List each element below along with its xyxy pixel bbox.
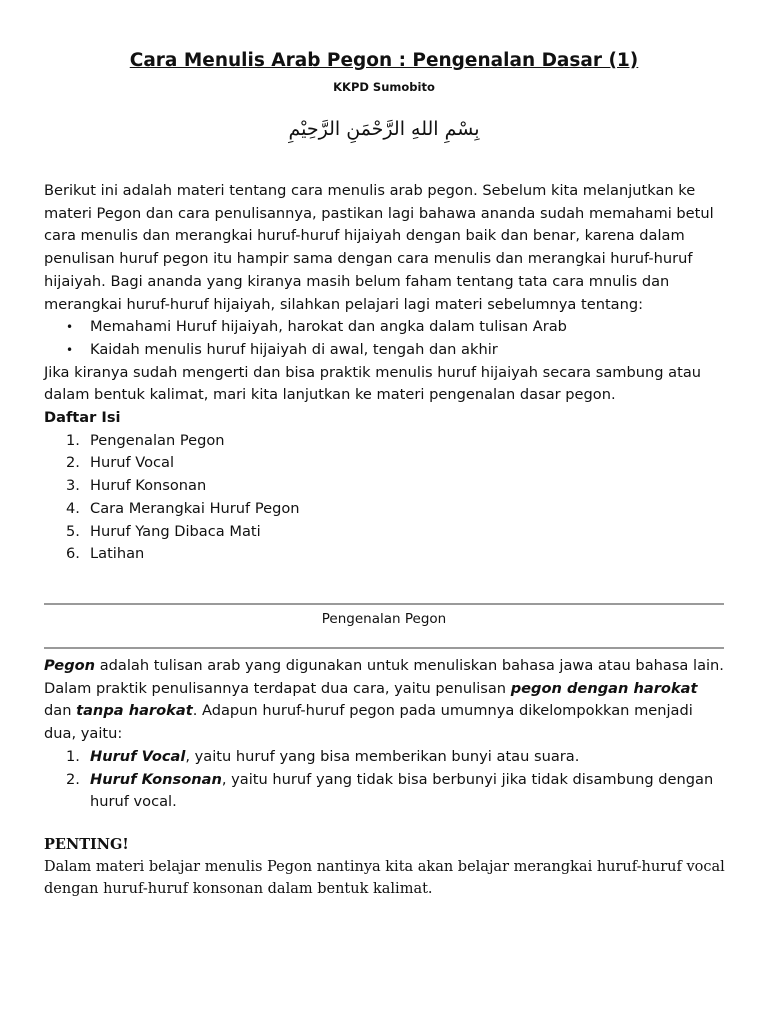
- list-description: , yaitu huruf yang tidak bisa berbunyi jika tidak disambung dengan huruf vocal.: [90, 770, 714, 811]
- toc-label: Huruf Vocal: [90, 454, 175, 472]
- toc-label: Huruf Yang Dibaca Mati: [90, 522, 261, 540]
- note-text: Dalam materi belajar menulis Pegon nantinya kita akan belajar merangkai huruf-huruf vocal dengan huruf-huruf konsonan dalam bentuk kalimat.: [44, 859, 725, 897]
- toc-number: 2.: [66, 454, 80, 472]
- section-divider-bottom: [44, 647, 724, 649]
- term-with-harokat: pegon dengan harokat: [510, 679, 698, 697]
- list-description: , yaitu huruf yang bisa memberikan bunyi atau suara.: [185, 747, 580, 765]
- list-term: Huruf Konsonan: [90, 770, 222, 788]
- toc-label: Pengenalan Pegon: [90, 431, 225, 449]
- letter-group-list: [44, 746, 724, 814]
- toc-item: [44, 521, 724, 544]
- toc-label: Cara Merangkai Huruf Pegon: [90, 499, 300, 517]
- section-divider-top: [44, 603, 724, 605]
- basmala-text: بِسْمِ اللهِ الرَّحْمَنِ الرَّحِيْمِ: [288, 118, 480, 140]
- list-item: [44, 769, 724, 814]
- note-heading: PENTING!: [44, 836, 129, 853]
- intro-closing: Jika kiranya sudah mengerti dan bisa praktik menulis huruf hijaiyah secara sambung atau dalam bentuk kalimat, mari kita lanjutkan ke materi pengenalan dasar pegon.: [44, 363, 702, 404]
- list-item: • Memahami Huruf hijaiyah, harokat dan angka dalam tulisan Arab: [90, 316, 724, 339]
- document-title: Cara Menulis Arab Pegon : Pengenalan Dasar (1): [129, 50, 639, 71]
- toc-number: 5.: [66, 522, 80, 540]
- intro-section: [44, 180, 724, 566]
- toc-number: 6.: [66, 545, 80, 563]
- toc-heading: Daftar Isi: [44, 409, 121, 427]
- definition-paragraph: [44, 655, 724, 746]
- toc-number: 1.: [66, 431, 80, 449]
- toc-item: [44, 543, 724, 566]
- text-span: . Adapun huruf-huruf pegon pada umumnya dikelompokkan menjadi dua, yaitu:: [44, 702, 693, 743]
- important-note: [44, 834, 734, 900]
- list-item: • Kaidah menulis huruf hijaiyah di awal, tengah dan akhir: [90, 339, 724, 362]
- prerequisite-list: [44, 316, 724, 361]
- toc-number: 4.: [66, 499, 80, 517]
- pegon-definition-section: [44, 655, 724, 814]
- list-number: 2.: [66, 770, 80, 788]
- toc-label: Huruf Konsonan: [90, 477, 207, 495]
- toc-label: Latihan: [90, 545, 145, 563]
- list-item: [44, 746, 724, 769]
- table-of-contents: [44, 430, 724, 566]
- toc-item: [44, 498, 724, 521]
- toc-item: [44, 475, 724, 498]
- intro-paragraph: Berikut ini adalah materi tentang cara menulis arab pegon. Sebelum kita melanjutkan ke materi Pegon dan cara penulisannya, pastikan lagi bahawa ananda sudah memahami betul cara menulis dan merangkai huruf-huruf hijaiyah dengan baik dan benar, karena dalam penulisan huruf pegon itu hampir sama dengan cara menulis dan merangkai huruf-huruf hijaiyah. Bagi ananda yang kiranya masih belum faham tentang tata cara mnulis dan merangkai huruf-huruf hijaiyah, silahkan pelajari lagi materi sebelumnya tentang:: [44, 182, 714, 313]
- term-without-harokat: tanpa harokat: [76, 702, 193, 720]
- list-term: Huruf Vocal: [90, 747, 186, 765]
- section-heading: Pengenalan Pegon: [321, 611, 447, 627]
- toc-item: [44, 430, 724, 453]
- text-span: dan: [44, 702, 77, 720]
- text-span: adalah tulisan arab yang digunakan untuk menuliskan bahasa jawa atau bahasa lain. Dalam praktik penulisannya terdapat dua cara, yaitu penulisan: [44, 657, 724, 697]
- list-number: 1.: [66, 747, 80, 765]
- toc-item: [44, 452, 724, 475]
- toc-number: 3.: [66, 477, 80, 495]
- document-author: KKPD Sumobito: [333, 80, 435, 94]
- term-pegon: Pegon: [44, 657, 96, 674]
